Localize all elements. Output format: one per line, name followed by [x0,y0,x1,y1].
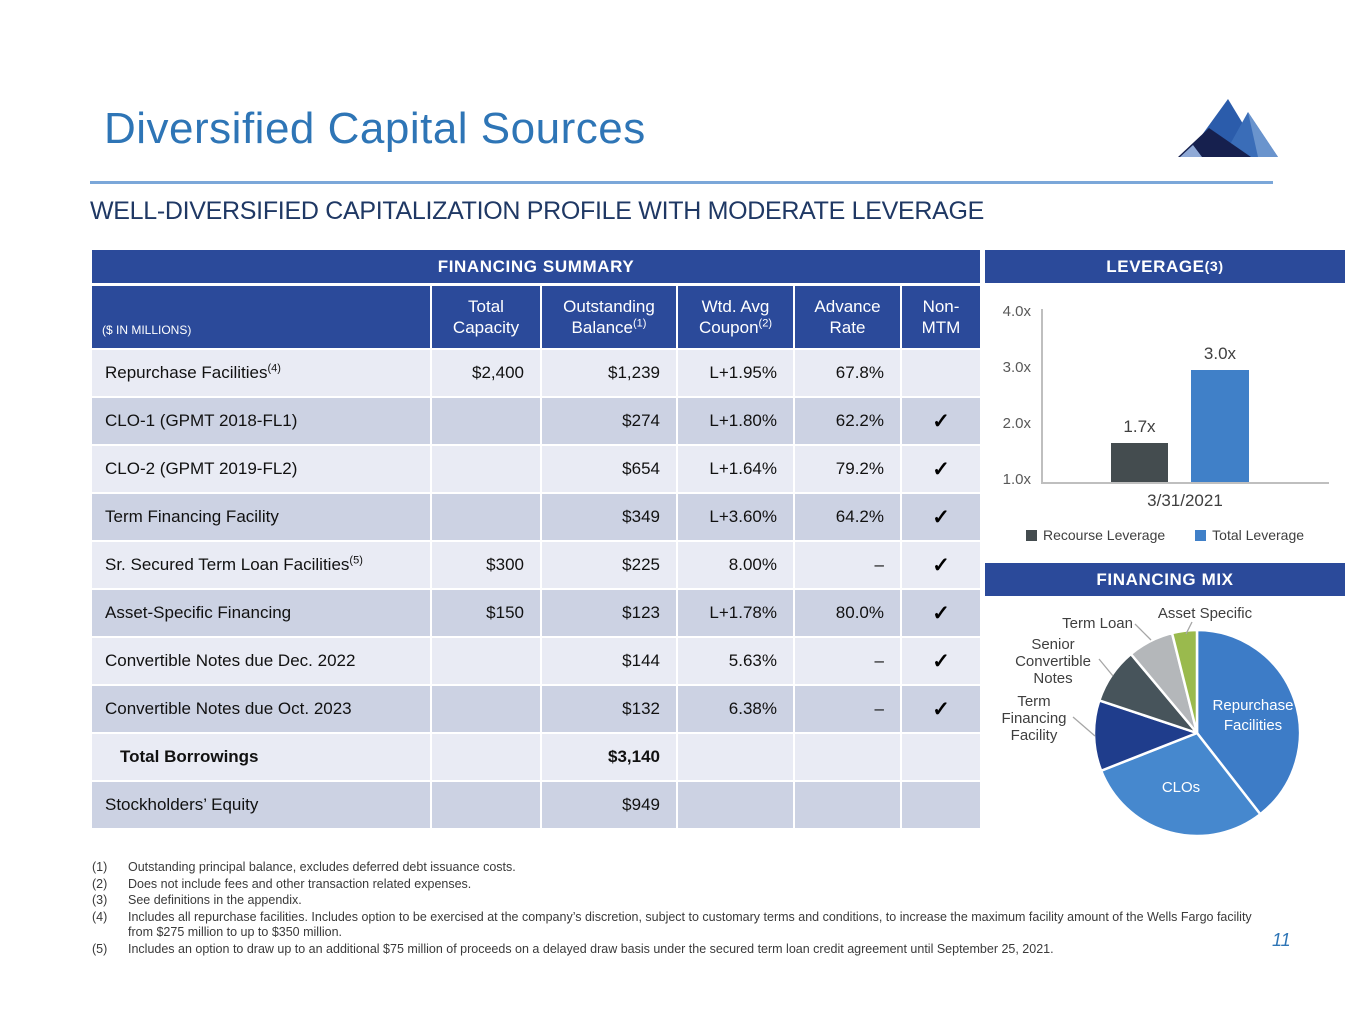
financing-mix-pie-chart [985,596,1345,860]
legend-swatch-icon [1195,530,1206,541]
row-label: CLO-2 (GPMT 2019-FL2) [92,446,430,492]
row-label: Total Borrowings [92,734,430,780]
table-row [92,782,980,828]
pie-outside-label: Term Financing Facility [1001,693,1067,744]
row-label: Convertible Notes due Dec. 2022 [92,638,430,684]
bar-data-label: 1.7x [1123,417,1156,436]
row-label: CLO-1 (GPMT 2018-FL1) [92,398,430,444]
total-capacity-value: $150 [430,590,540,636]
advance-rate-value: – [793,638,900,684]
footnote-text: Includes all repurchase facilities. Includes option to be exercised at the company’s discretion, subject to customary terms and conditions, to increase the maximum facility amount of the Wells Fargo facility from $275 million to up to $350 million. [128,909,1252,939]
footnote-text: Includes an option to draw up to an additional $75 million of proceeds on a delayed draw basis under the secured term loan credit agreement until September 25, 2021. [128,941,1054,956]
x-axis-category-label: 3/31/2021 [1147,491,1223,510]
y-axis-tick-label: 4.0x [1002,303,1031,320]
advance-rate-value: 67.8% [793,350,900,396]
pie-outside-label: Senior Convertible Notes [1015,636,1091,687]
company-logo-mountain-icon [1178,94,1278,158]
column-header: Wtd. Avg Coupon$^{(2)}$ [676,286,793,348]
legend-swatch-icon [1026,530,1037,541]
non-mtm-checkmark [900,782,980,828]
footnote-item [92,942,1280,958]
footnote-text: Does not include fees and other transaction related expenses. [128,876,472,891]
footnote-item [92,877,1280,893]
total-capacity-value [430,734,540,780]
outstanding-balance-value: $274 [540,398,676,444]
advance-rate-value: – [793,542,900,588]
coupon-value: L+1.95% [676,350,793,396]
coupon-value: L+1.78% [676,590,793,636]
non-mtm-checkmark: ✓ [900,686,980,732]
footnote-number: (4) [92,909,108,924]
coupon-value: L+3.60% [676,494,793,540]
non-mtm-checkmark [900,734,980,780]
x-axis-line [1041,482,1329,484]
pie-inside-label: CLOs [1161,779,1201,796]
leverage-bar-chart [985,283,1345,563]
leverage-title-superscript: (3) [1204,258,1224,275]
footnotes [92,860,1280,958]
pie-inside-label: Repurchase [1212,697,1294,714]
leverage-title-text: LEVERAGE [1106,256,1205,276]
outstanding-balance-value: $1,239 [540,350,676,396]
table-row [92,638,980,684]
y-axis-line [1041,309,1043,483]
table-row [92,398,980,444]
total-capacity-value [430,494,540,540]
advance-rate-value: 64.2% [793,494,900,540]
bar-recourse-leverage [1111,443,1168,482]
pie-outside-label: Term Loan [1062,615,1133,632]
non-mtm-checkmark [900,350,980,396]
row-label: Sr. Secured Term Loan Facilities$^{(5)}$ [92,542,430,588]
bar-total-leverage [1191,370,1249,482]
total-capacity-value [430,782,540,828]
column-header: Non- MTM [900,286,980,348]
financing-mix-title-text: FINANCING MIX [1096,569,1234,589]
outstanding-balance-value: $132 [540,686,676,732]
advance-rate-value [793,734,900,780]
footnote-text: See definitions in the appendix. [128,893,302,907]
legend-item: Recourse Leverage [1026,527,1165,543]
y-axis-tick-label: 3.0x [1002,359,1031,376]
non-mtm-checkmark: ✓ [900,542,980,588]
coupon-value: 5.63% [676,638,793,684]
row-label: Term Financing Facility [92,494,430,540]
table-row [92,734,980,780]
row-label: Stockholders’ Equity [92,782,430,828]
total-capacity-value [430,686,540,732]
column-header: Outstanding Balance$^{(1)}$ [540,286,676,348]
coupon-value: 6.38% [676,686,793,732]
row-label: Repurchase Facilities$^{(4)}$ [92,350,430,396]
total-capacity-value: $300 [430,542,540,588]
total-capacity-value [430,446,540,492]
non-mtm-checkmark: ✓ [900,638,980,684]
table-header-row [92,286,980,348]
slide-subtitle: WELL-DIVERSIFIED CAPITALIZATION PROFILE WITH MODERATE LEVERAGE [90,197,985,225]
row-label: Asset-Specific Financing [92,590,430,636]
coupon-value: L+1.64% [676,446,793,492]
legend-item: Total Leverage [1195,527,1304,543]
footnote-number: (2) [92,876,108,891]
table-row [92,590,980,636]
financing-summary-table [92,250,980,828]
leverage-panel-title [985,250,1345,283]
pie-inside-label: Facilities [1223,717,1283,734]
outstanding-balance-value: $3,140 [540,734,676,780]
footnote-number: (5) [92,941,108,956]
coupon-value [676,782,793,828]
outstanding-balance-value: $225 [540,542,676,588]
chart-legend [985,527,1345,543]
row-label: Convertible Notes due Oct. 2023 [92,686,430,732]
footnote-item [92,910,1280,941]
pie-outside-label: Asset Specific [1157,605,1253,622]
title-divider [90,181,1273,184]
table-row [92,446,980,492]
total-capacity-value [430,398,540,444]
pie-leader-line [1135,624,1151,640]
table-body [92,350,980,828]
advance-rate-value: 79.2% [793,446,900,492]
outstanding-balance-value: $123 [540,590,676,636]
outstanding-balance-value: $654 [540,446,676,492]
footnote-number: (3) [92,893,108,907]
table-row [92,686,980,732]
coupon-value: L+1.80% [676,398,793,444]
page-title: Diversified Capital Sources [104,104,646,153]
y-axis-tick-label: 2.0x [1002,415,1031,432]
total-capacity-value: $2,400 [430,350,540,396]
non-mtm-checkmark: ✓ [900,398,980,444]
advance-rate-value: – [793,686,900,732]
column-header: Advance Rate [793,286,900,348]
outstanding-balance-value: $349 [540,494,676,540]
financing-summary-title: FINANCING SUMMARY [92,250,980,283]
footnote-item [92,860,1280,876]
advance-rate-value: 62.2% [793,398,900,444]
coupon-value [676,734,793,780]
column-header: Total Capacity [430,286,540,348]
advance-rate-value: 80.0% [793,590,900,636]
y-axis-tick-label: 1.0x [1002,471,1031,488]
advance-rate-value [793,782,900,828]
table-row [92,542,980,588]
coupon-value: 8.00% [676,542,793,588]
units-label: ($ IN MILLIONS) [102,323,192,337]
non-mtm-checkmark: ✓ [900,590,980,636]
financing-mix-panel-title [985,563,1345,596]
bar-data-label: 3.0x [1203,344,1237,363]
footnote-number: (1) [92,860,108,874]
footnote-item [92,893,1280,909]
total-capacity-value [430,638,540,684]
outstanding-balance-value: $949 [540,782,676,828]
footnote-text: Outstanding principal balance, excludes deferred debt issuance costs. [128,860,516,874]
table-row [92,350,980,396]
table-row [92,494,980,540]
non-mtm-checkmark: ✓ [900,446,980,492]
outstanding-balance-value: $144 [540,638,676,684]
page-number: 11 [1272,930,1291,950]
non-mtm-checkmark: ✓ [900,494,980,540]
